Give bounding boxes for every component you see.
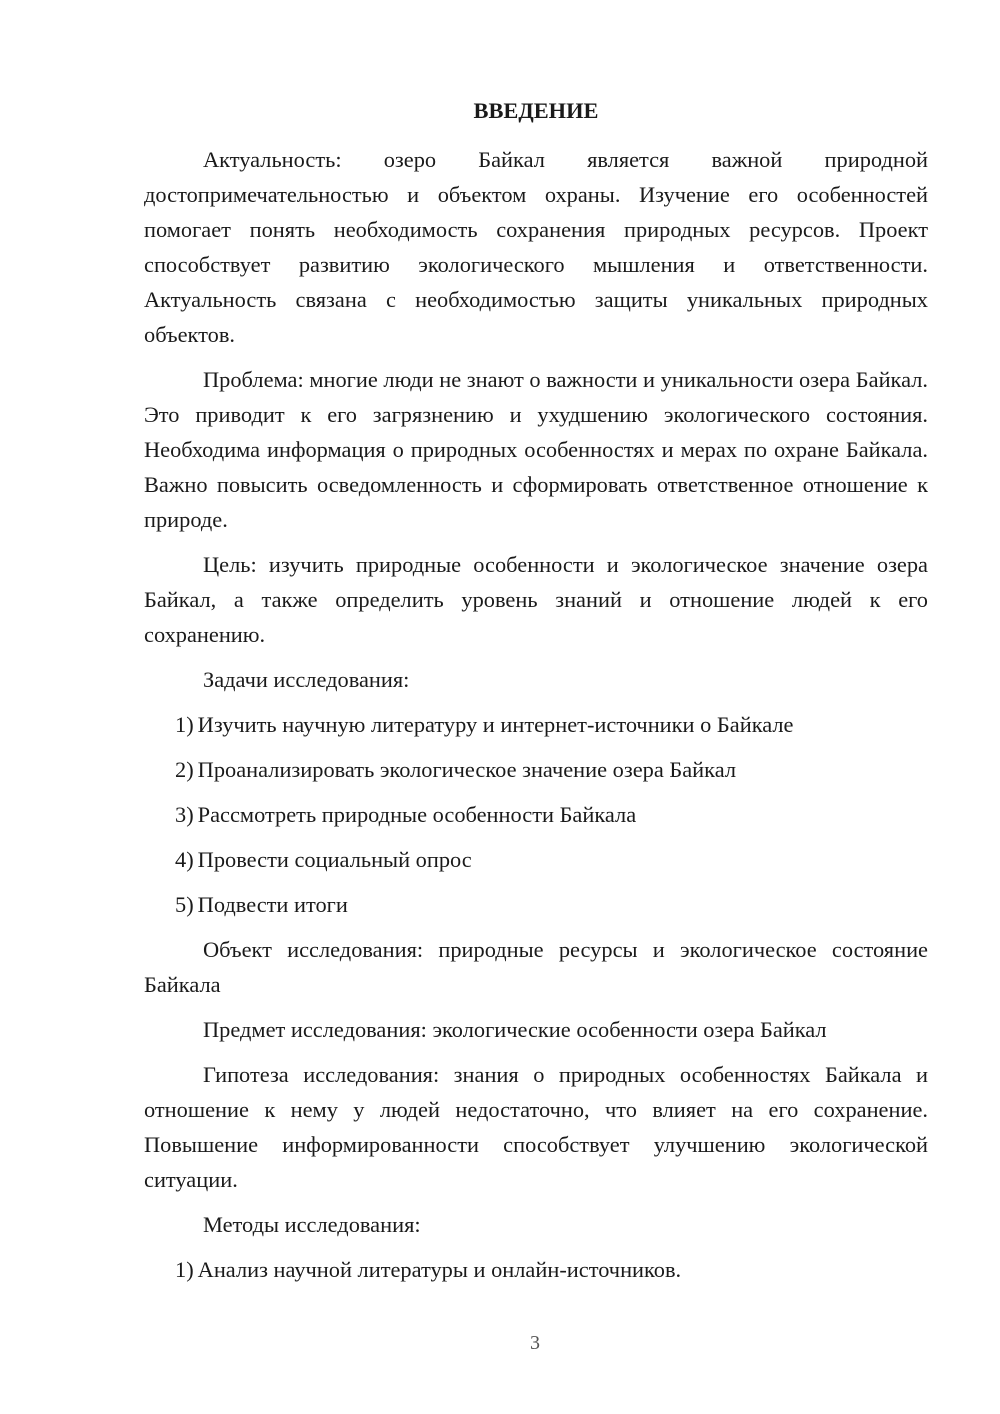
list-item-number: 1) [175,1257,194,1282]
list-item-number: 3) [175,802,194,827]
list-item [144,1252,928,1287]
list-item-text: Провести социальный опрос [197,847,472,872]
list-item-number: 1) [175,712,194,737]
subject-paragraph: Предмет исследования: экологические особенности озера Байкал [203,1017,827,1042]
page-title: ВВЕДЕНИЕ [473,98,599,123]
list-item-text: Проанализировать экологическое значение озера Байкал [197,757,737,782]
list-item [144,752,928,787]
goal-paragraph: Цель: изучить природные особенности и экологическое значение озера Байкал, а также определить уровень знаний и отношение людей к его сохранению. [144,552,928,647]
tasks-list [144,707,928,922]
list-item [144,887,928,922]
list-item-number: 4) [175,847,194,872]
problem-paragraph: Проблема: многие люди не знают о важности и уникальности озера Байкал. Это приводит к его загрязнению и ухудшению экологического состояния. Необходима информация о природных особенностях и мерах по охране Байкала. Важно повысить осведомленность и сформировать ответственное отношение к природе. [144,367,928,532]
hypothesis-paragraph: Гипотеза исследования: знания о природных особенностях Байкала и отношение к нему у людей недостаточно, что влияет на его сохранение. Повышение информированности способствует улучшению экологической ситуации. [144,1062,928,1192]
object-paragraph: Объект исследования: природные ресурсы и экологическое состояние Байкала [144,937,928,997]
methods-heading: Методы исследования: [203,1212,421,1237]
list-item-text: Подвести итоги [197,892,348,917]
document-page [144,96,928,1297]
tasks-heading: Задачи исследования: [203,667,410,692]
list-item-number: 5) [175,892,194,917]
page-number: 3 [530,1332,540,1354]
list-item-text: Рассмотреть природные особенности Байкала [197,802,637,827]
relevance-paragraph: Актуальность: озеро Байкал является важной природной достопримечательностью и объектом охраны. Изучение его особенностей помогает понять необходимость сохранения природных ресурсов. Проект способствует развитию экологического мышления и ответственности. Актуальность связана с необходимостью защиты уникальных природных объектов. [144,147,928,347]
list-item-text: Изучить научную литературу и интернет-источники о Байкале [197,712,794,737]
list-item [144,797,928,832]
list-item [144,842,928,877]
list-item-text: Анализ научной литературы и онлайн-источников. [197,1257,682,1282]
list-item-number: 2) [175,757,194,782]
list-item [144,707,928,742]
methods-list [144,1252,928,1287]
